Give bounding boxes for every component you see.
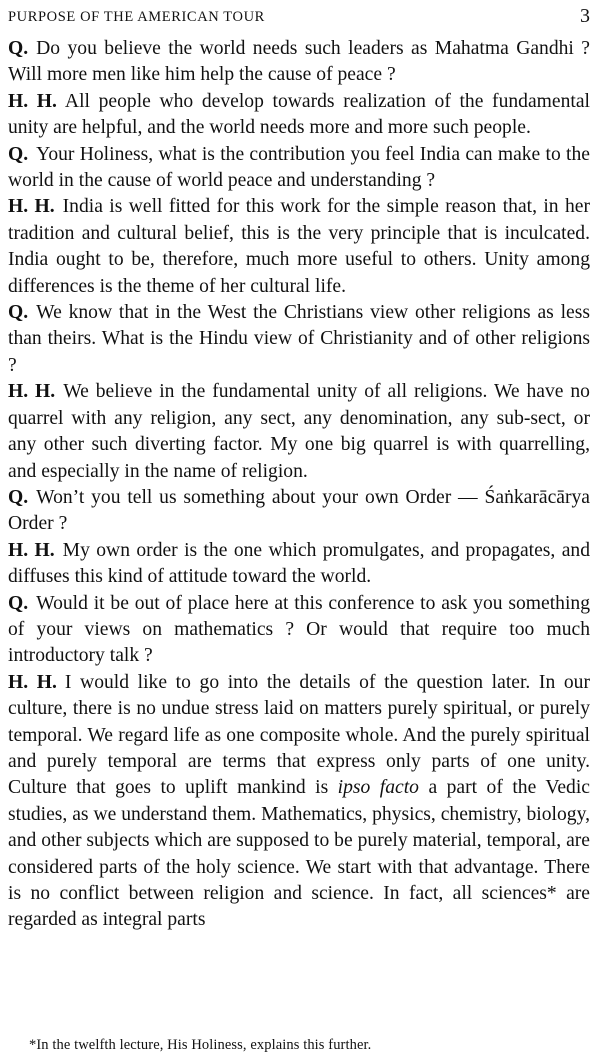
question-paragraph: [8, 36, 590, 89]
speaker-label: H. H.: [8, 90, 57, 112]
paragraph-text: All people who develop towards realization of the fundamental unity are helpful, and the world needs more and more such people.: [8, 90, 590, 139]
running-title: PURPOSE OF THE AMERICAN TOUR: [8, 9, 265, 25]
italic-phrase: ipso facto: [337, 777, 419, 799]
paragraph-text: Won’t you tell us something about your own Order — Śaṅkarācārya Order ?: [8, 486, 590, 535]
speaker-label: H. H.: [8, 196, 55, 218]
paragraph-text: Would it be out of place here at this conference to ask you something of your views on mathematics ? Or would that require too much introductory talk ?: [8, 592, 590, 667]
body-text: [8, 36, 590, 934]
speaker-label: Q.: [8, 143, 29, 165]
paragraph-text: India is well fitted for this work for the simple reason that, in her tradition and cultural belief, this is the very principle that is inculcated. India ought to be, therefore, much more useful to others. Unity among differences is the theme of her cultural life.: [8, 196, 590, 297]
speaker-label: H. H.: [8, 539, 55, 561]
paragraph-text: We know that in the West the Christians view other religions as less than theirs. What is the Hindu view of Christianity and of other religions ?: [8, 302, 590, 376]
speaker-label: Q.: [8, 38, 29, 59]
question-paragraph: [8, 300, 590, 379]
answer-paragraph: [8, 538, 590, 591]
page-header: [8, 5, 590, 29]
answer-paragraph: [8, 379, 590, 485]
answer-paragraph: [8, 89, 590, 142]
speaker-label: Q.: [8, 302, 29, 324]
question-paragraph: [8, 485, 590, 538]
paragraph-text: We believe in the fundamental unity of all religions. We have no quarrel with any religion, any sect, any denomination, any sub-sect, or any other such diverting factor. My one big quarrel is with quarrelling, and especially in the name of religion.: [8, 381, 590, 482]
speaker-label: Q.: [8, 486, 29, 508]
paragraph-text-after: a part of the Vedic studies, as we understand them. Mathematics, physics, chemistry, biology, and other subjects which are supposed to be purely material, temporal, are considered parts of the holy science. We start with that advantage. There is no conflict between religion and science. In fact, all sciences* are regarded as integral parts: [8, 777, 590, 931]
paragraph-text: Your Holiness, what is the contribution you feel India can make to the world in the cause of world peace and understanding ?: [8, 143, 590, 192]
speaker-label: H. H.: [8, 671, 57, 693]
page-number: 3: [580, 5, 590, 27]
question-paragraph: [8, 142, 590, 195]
speaker-label: Q.: [8, 592, 29, 614]
speaker-label: H. H.: [8, 381, 56, 403]
footnote: *In the twelfth lecture, His Holiness, explains this further.: [29, 1037, 372, 1053]
question-paragraph: [8, 591, 590, 670]
answer-paragraph: [8, 194, 590, 300]
paragraph-text-before: I would like to go into the details of the question later. In our culture, there is no undue stress laid on matters purely spiritual, or purely temporal. We regard life as one composite whole. And the purely spiritual and purely temporal are terms that express only parts of one unity. Culture that goes to uplift mankind is: [8, 671, 590, 799]
answer-paragraph: [8, 670, 590, 934]
paragraph-text: Do you believe the world needs such leaders as Mahatma Gandhi ? Will more men like him help the cause of peace ?: [8, 38, 590, 86]
paragraph-text: My own order is the one which promulgates, and propagates, and diffuses this kind of attitude toward the world.: [8, 539, 590, 588]
